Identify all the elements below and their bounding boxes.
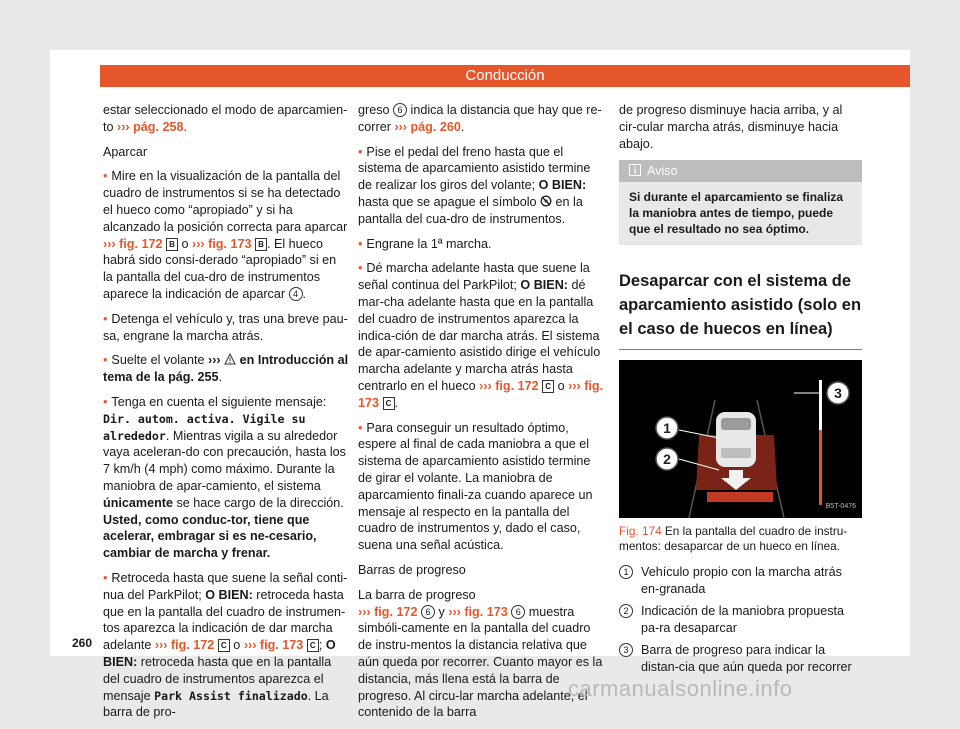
info-icon <box>629 164 641 176</box>
notice-text: Si durante el aparcamiento se finaliza la maniobra antes de tiempo, puede que el resultado no sea óptimo. <box>629 190 844 237</box>
bullet-item: • Retroceda hasta que suene la señal conti-nua del ParkPilot; O BIEN: retroceda hasta que en la pantalla del cuadro de instrumen-tos aparezca la indicación de dar marcha adelante ››› fig. 172 C o ››› fig. 173 C ; O BIEN: retroceda hasta que en la pantalla del cuadro de instrumentos aparezca el mensaje Park Assist finalizado. La barra de pro- <box>103 570 348 720</box>
chapter-title: Conducción <box>465 67 545 84</box>
column-2 <box>358 102 605 729</box>
intro-ref-link[interactable]: en Introducción al tema de la pág. 255 <box>103 353 349 385</box>
display-message: Park Assist finalizado <box>154 688 308 703</box>
figure-label-box: C <box>307 639 319 652</box>
figure-illustration <box>619 360 862 518</box>
legend-item: 1 Vehículo propio con la marcha atrás en-granada <box>619 564 862 597</box>
legend-item: 2 Indicación de la maniobra propuesta pa-ra desaparcar <box>619 603 862 636</box>
column-3 <box>619 102 862 681</box>
figure-code: B5T-0476 <box>825 502 856 510</box>
page-number: 260 <box>72 636 93 650</box>
bullet-item: • Detenga el vehículo y, tras una breve pau-sa, engrane la marcha atrás. <box>103 311 348 343</box>
bullet-item: • Mire en la visualización de la pantalla del cuadro de instrumentos si se ha detectado el hueco como “apropiado” y si ha alcanzado la posición correcta para aparcar ››› fig. 172 B o ››› fig. 173 B . El hueco habrá sido consi-derado “apropiado” si en la pantalla del cua-dro de instrumentos aparece la indicación de aparcar 4 . <box>103 169 348 301</box>
notice-header: Aviso <box>619 160 862 182</box>
legend-item: 3 Barra de progreso para indicar la distan-cia que aún queda por recorrer <box>619 642 862 675</box>
bullet-item: • Suelte el volante ››› en Introducción al tema de la pág. 255. <box>103 353 349 385</box>
warning-icon <box>224 353 236 365</box>
figure-174 <box>619 360 862 518</box>
bullet-item: • Tenga en cuenta el siguiente mensaje: Dir. autom. activa. Vigile su alrededor. Mientras vigila a su alrededor vaya aceleran-do con precaución, hasta los 7 km/h (4 mph) como máximo. Durante la maniobra de apar-camiento, el sistema únicamente se hace cargo de la dirección. Usted, como conduc-tor, tiene que acelerar, embragar si es ne-cesario, cambiar de marcha y frenar. <box>103 394 346 561</box>
callout-number: 1 <box>619 565 633 579</box>
fig-ref-link[interactable]: ››› fig. 173 <box>358 378 604 410</box>
bullet-item: • Dé marcha adelante hasta que suene la señal continua del ParkPilot; O BIEN: dé mar-cha adelante hasta que en la pantalla del cuadro de instrumentos aparezca la indica-ción de dar marcha atrás. El sistema de apar-camiento asistido dirige el vehículo marcha adelante y marcha atrás hasta centrarlo en el hueco ››› fig. 172 C o ››› fig. 173 C . <box>358 261 604 410</box>
callout-1: 1 <box>663 420 671 437</box>
page-ref-link[interactable]: ››› pág. 260 <box>394 119 461 134</box>
fig-ref-link[interactable]: ››› fig. 172 <box>358 604 418 619</box>
paragraph: greso 6 indica la distancia que hay que re-correr ››› pág. 260. <box>358 103 602 134</box>
caption-label: Fig. 174 <box>619 524 662 539</box>
bullet-item: • Engrane la 1ª marcha. <box>358 236 492 251</box>
callout-2: 2 <box>663 451 671 468</box>
paragraph: La barra de progreso ››› fig. 172 6 y ››› fig. 173 6 muestra simbóli-camente en la pantalla del cuadro de instru-mentos la distancia relativa que aún queda por recorrer. Cuanto mayor es la distancia, más llena está la barra de progreso. Al circu-lar marcha adelante, el contenido de la barra <box>358 587 603 720</box>
page-ref-link[interactable]: ››› pág. 258 <box>117 119 184 134</box>
intro-paragraph: estar seleccionado el modo de aparcamien-to ››› pág. 258. <box>103 103 348 134</box>
column-1 <box>103 102 349 729</box>
watermark: carmanualsonline.info <box>568 676 793 701</box>
callout-3: 3 <box>834 385 842 402</box>
bullet-item: • Pise el pedal del freno hasta que el sistema de aparcamiento asistido termine de realizar los giros del volante; O BIEN: hasta que se apague el símbolo en la pantalla del cua-dro de instrumentos. <box>358 144 591 226</box>
figure-legend <box>619 564 862 675</box>
fig-ref-link[interactable]: ››› fig. 172 <box>103 236 163 251</box>
paragraph: de progreso disminuye hacia arriba, y al cir-cular marcha atrás, disminuye hacia abajo. <box>619 103 843 151</box>
section-title: Desaparcar con el sistema de aparcamiento asistido (solo en el caso de huecos en línea) <box>619 269 862 350</box>
chapter-header <box>100 65 910 87</box>
fig-ref-link[interactable]: ››› fig. 173 <box>243 638 304 653</box>
callout-number: 6 <box>421 605 435 619</box>
fig-ref-link[interactable]: ››› fig. 173 <box>192 236 252 251</box>
figure-label-box: C <box>218 639 230 652</box>
subtitle-progress-bars: Barras de progreso <box>358 562 466 577</box>
subtitle-aparcar: Aparcar <box>103 144 148 159</box>
callout-number: 4 <box>289 287 303 301</box>
figure-label-box: B <box>166 238 178 251</box>
figure-label-box: B <box>255 238 267 251</box>
callout-number: 2 <box>619 604 633 618</box>
notice-box <box>619 160 862 245</box>
bullet-item: • Para conseguir un resultado óptimo, espere al final de cada maniobra a que el sistema de aparcamiento asistido termine de girar el volante. La maniobra de aparcamiento finali-za cuando aparece un mensaje al respecto en la pantalla del cuadro de instrumentos y, dado el caso, suena una señal acústica. <box>358 420 593 553</box>
fig-ref-link[interactable]: ››› fig. 172 <box>154 638 215 653</box>
display-message: Dir. autom. activa. Vigile su alrededor <box>103 411 306 443</box>
fig-ref-link[interactable]: ››› fig. 172 <box>479 378 539 393</box>
callout-number: 6 <box>393 103 407 117</box>
callout-number: 3 <box>619 643 633 657</box>
callout-number: 6 <box>511 605 525 619</box>
figure-caption: Fig. 174 En la pantalla del cuadro de instru-mentos: desaparcar de un hueco en línea. <box>619 524 848 554</box>
figure-label-box: C <box>383 397 395 410</box>
fig-ref-link[interactable]: ››› fig. 173 <box>448 604 508 619</box>
figure-label-box: C <box>542 380 554 393</box>
steering-symbol-icon <box>540 195 552 207</box>
